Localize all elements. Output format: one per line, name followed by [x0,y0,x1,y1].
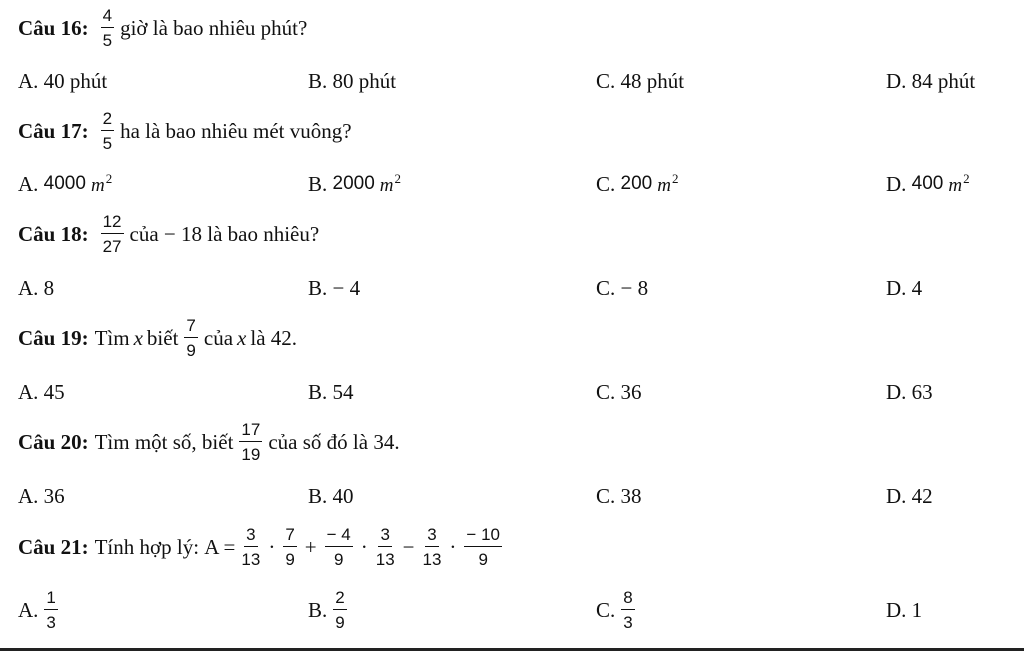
fraction: $\frac{2}{9}$ [335,588,345,632]
option-b[interactable]: B. 2000 $m^2$ [308,171,402,196]
option-b[interactable]: B. 80 phút [308,68,397,93]
option-c[interactable]: C. $\frac{8}{3}$ [596,588,633,632]
operator: + [304,534,317,559]
variable-x: x [237,325,247,350]
fraction: $\frac{4}{5}$ [102,6,113,50]
option-d[interactable]: D. 1 [886,597,923,622]
option-b[interactable]: B. $\frac{2}{9}$ [308,588,345,632]
variable-x: x [133,325,143,350]
option-c[interactable]: C. 38 [596,483,642,508]
question-18 [18,206,319,262]
question-text: ha là bao nhiêu mét vuông? [120,118,352,143]
fraction: $\frac{3}{13}$ [241,525,261,569]
option-d[interactable]: D. 84 phút [886,68,976,93]
fraction: $\frac{1}{3}$ [46,588,56,632]
option-a[interactable]: A. 4000 $m^2$ [18,171,113,196]
option-d[interactable]: D. 400 $m^2$ [886,171,970,196]
fraction: $\frac{8}{3}$ [623,588,633,632]
fraction: $\frac{3}{13}$ [375,525,395,569]
option-a[interactable]: A. 8 [18,275,55,300]
option-c[interactable]: C. 200 $m^2$ [596,171,679,196]
operator: · [360,534,368,559]
option-c[interactable]: C. 48 phút [596,68,685,93]
question-text: giờ là bao nhiêu phút? [120,15,308,40]
fraction: $\frac{7}{9}$ [285,525,295,569]
question-21: Câu 21: Tính hợp lý: A = $\frac{3}{13}$ · $\frac{7}{9}$ + $\frac{- 4}{9}$ · $\frac{3}{13}$ − $\frac{3}{13}$ · $\frac{- 10}{9}$ [18,525,500,569]
option-a[interactable]: A. 40 phút [18,68,108,93]
operator: · [449,534,457,559]
question-20: Câu 20: Tìm một số, biết $\frac{17}{19}$ của số đó là 34. [18,420,400,464]
option-b[interactable]: B. 40 [308,483,354,508]
fraction: $\frac{3}{13}$ [422,525,442,569]
option-a[interactable]: A. 45 [18,379,65,404]
question-16 [18,0,307,56]
question-19: Câu 19: Tìm x biết $\frac{7}{9}$ của x là 42. [18,316,298,360]
question-17 [18,103,352,159]
question-label: Câu 21: [18,534,89,559]
fraction: $\frac{2}{5}$ [102,109,113,153]
option-d[interactable]: D. 4 [886,275,923,300]
option-c[interactable]: C. − 8 [596,275,649,300]
operator: · [268,534,276,559]
option-b[interactable]: B. 54 [308,379,354,404]
bottom-divider [0,648,1024,651]
operator: − [402,534,415,559]
option-d[interactable]: D. 42 [886,483,933,508]
option-a[interactable]: A. $\frac{1}{3}$ [18,588,56,632]
options-18 [0,273,1024,303]
question-label: Câu 17: [18,118,89,143]
question-label: Câu 20: [18,429,89,454]
option-c[interactable]: C. 36 [596,379,642,404]
options-17 [0,169,1024,199]
fraction: $\frac{12}{27}$ [102,212,122,256]
options-20 [0,481,1024,511]
question-text: của − 18 là bao nhiêu? [129,221,320,246]
question-label: Câu 19: [18,325,89,350]
option-b[interactable]: B. − 4 [308,275,361,300]
options-19 [0,377,1024,407]
option-d[interactable]: D. 63 [886,379,933,404]
question-label: Câu 16: [18,15,89,40]
option-a[interactable]: A. 36 [18,483,65,508]
question-label: Câu 18: [18,221,89,246]
expression-lhs: A = [204,534,236,559]
fraction: $\frac{7}{9}$ [186,316,196,360]
options-21 [0,582,1024,638]
question-text: của số đó là 34. [268,429,400,454]
fraction: $\frac{17}{19}$ [241,420,261,464]
fraction: $\frac{- 10}{9}$ [466,525,500,569]
fraction: $\frac{- 4}{9}$ [326,525,351,569]
options-16 [0,66,1024,96]
